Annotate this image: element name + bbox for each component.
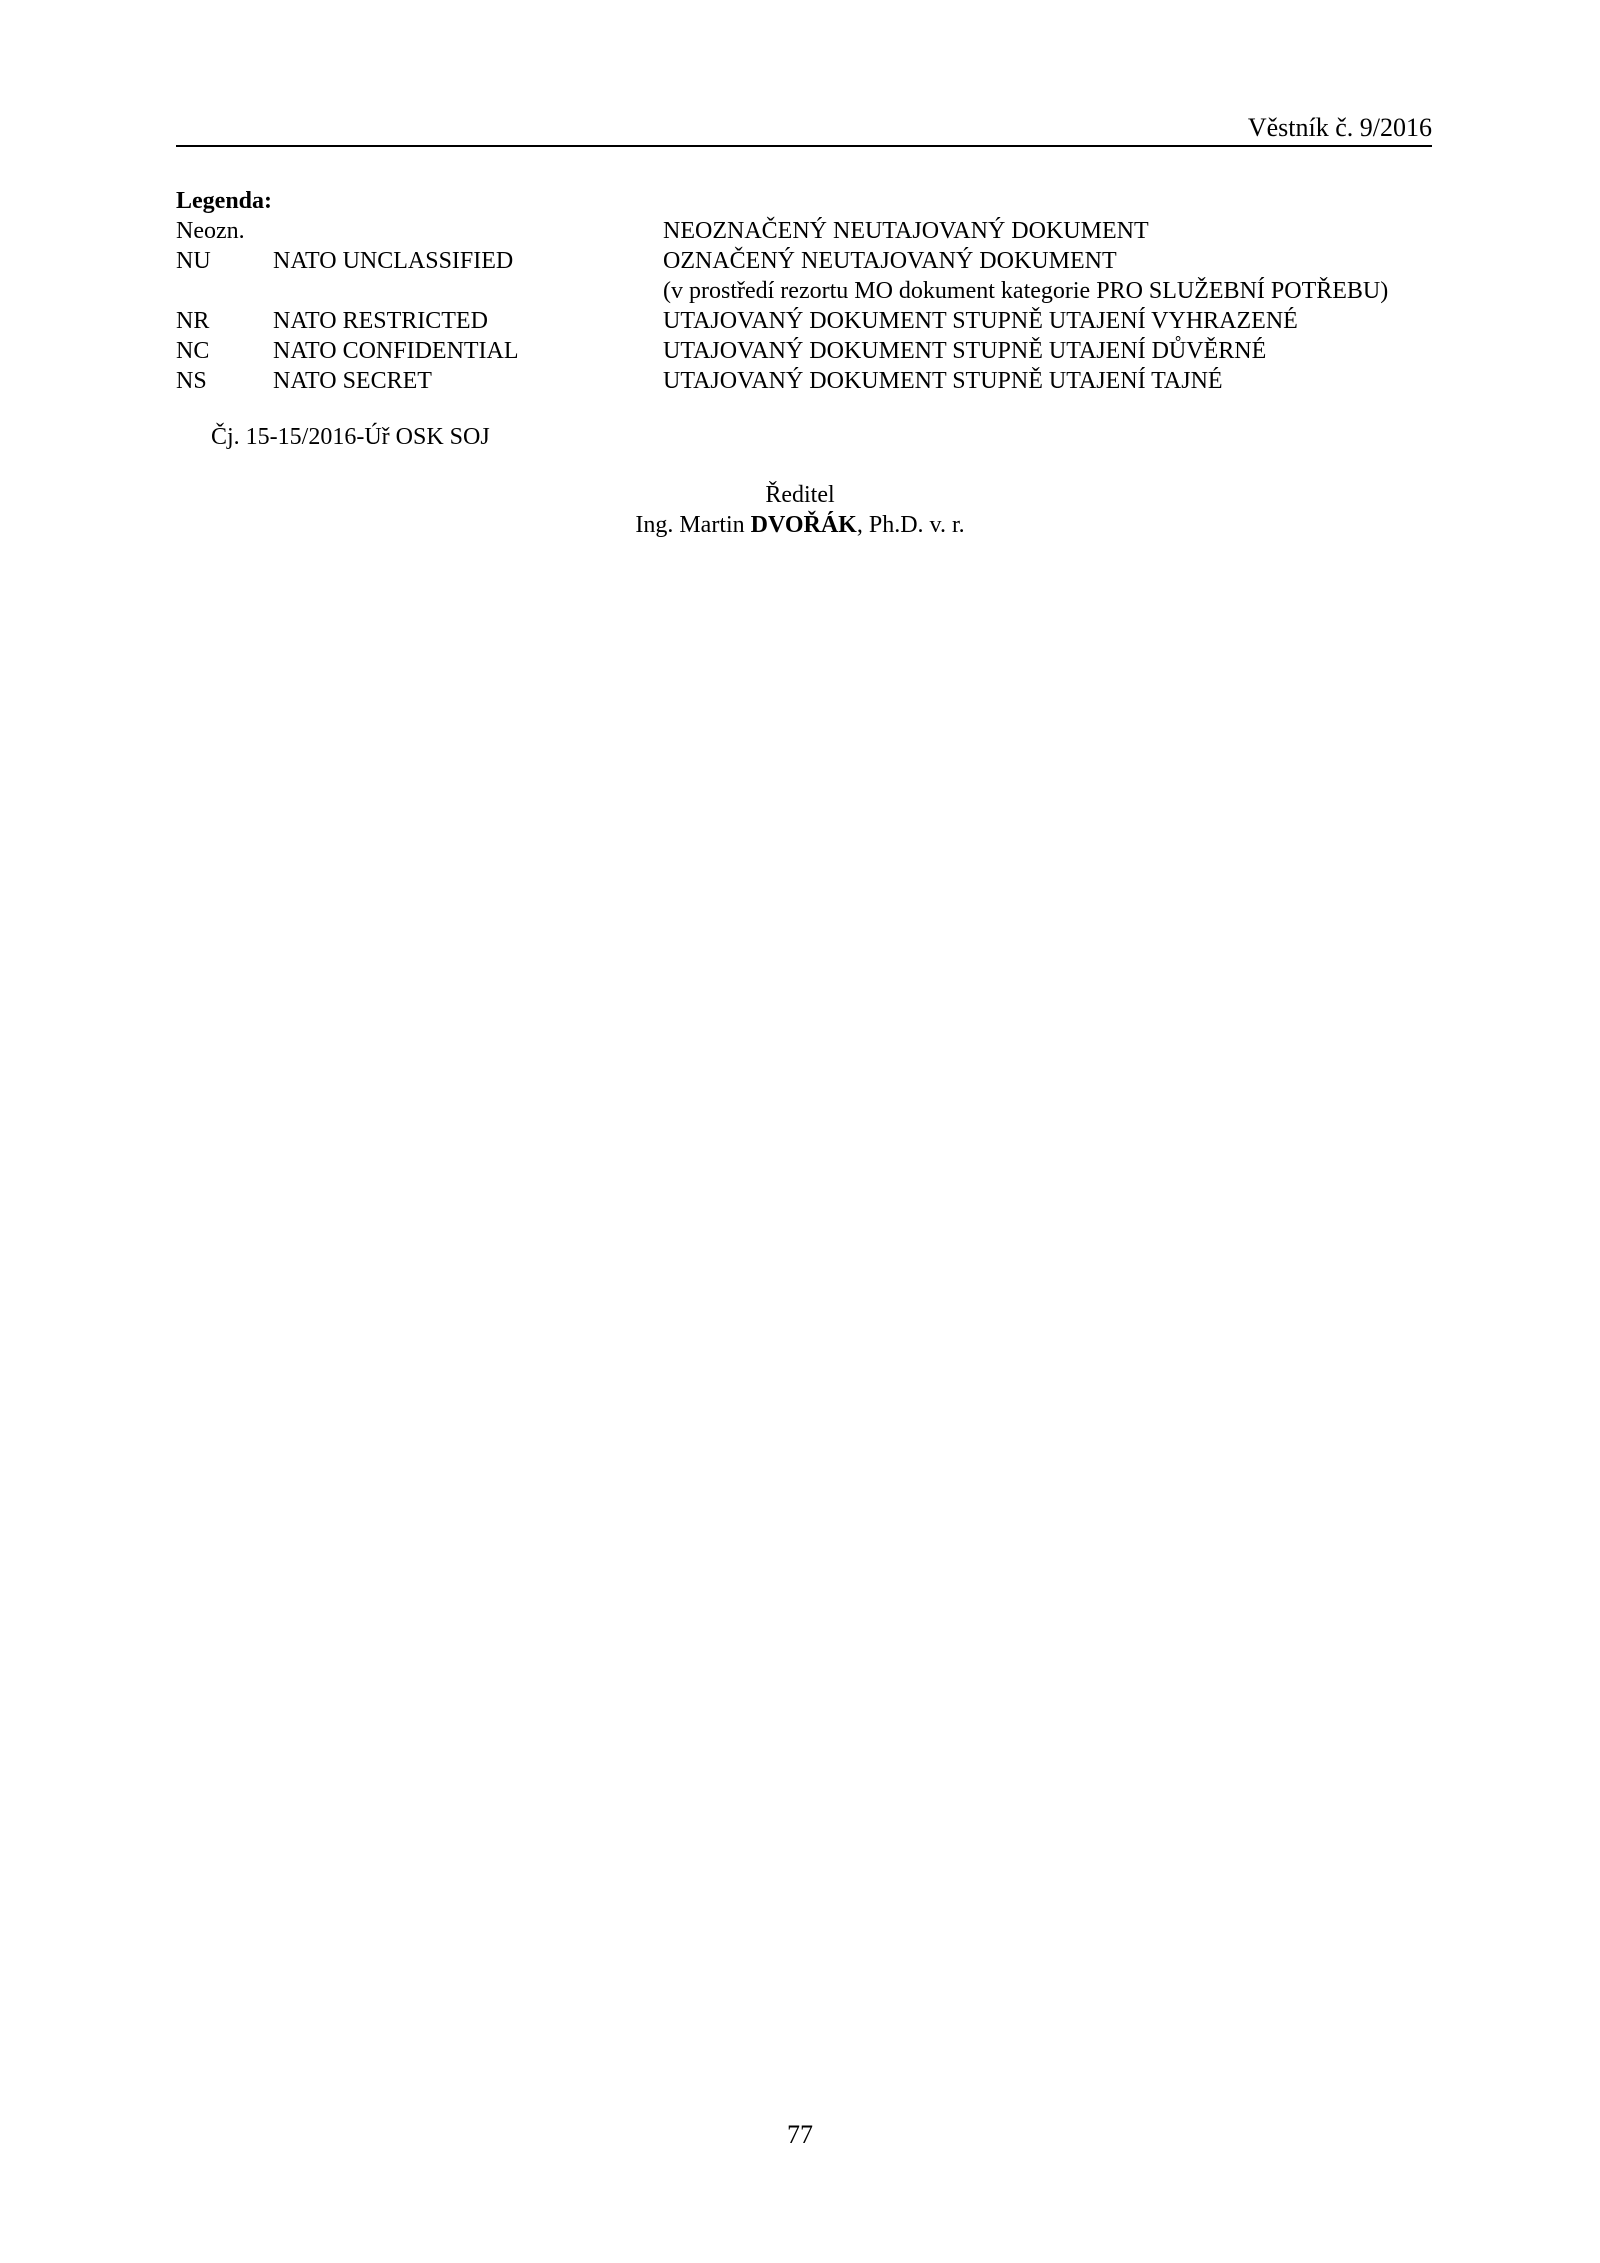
legend-desc: OZNAČENÝ NEUTAJOVANÝ DOKUMENT <box>663 248 1117 274</box>
legend-desc-note: (v prostředí rezortu MO dokument kategorie PRO SLUŽEBNÍ POTŘEBU) <box>663 278 1389 304</box>
legend-abbr: NU <box>176 248 211 274</box>
legend-abbr: NR <box>176 308 210 334</box>
legend-desc: UTAJOVANÝ DOKUMENT STUPNĚ UTAJENÍ TAJNÉ <box>663 368 1223 394</box>
reference-number: Čj. 15-15/2016-Úř OSK SOJ <box>211 424 490 450</box>
page-number: 77 <box>787 2120 813 2149</box>
legend-nato: NATO CONFIDENTIAL <box>273 338 519 364</box>
legend-row <box>176 216 1436 246</box>
signature-surname: DVOŘÁK <box>750 512 857 538</box>
signature-name <box>0 510 1600 540</box>
legend-nato: NATO UNCLASSIFIED <box>273 248 514 274</box>
legend-title: Legenda: <box>176 188 272 214</box>
signature-name-prefix: Ing. Martin <box>635 512 751 538</box>
legend-abbr: NS <box>176 368 207 394</box>
legend-desc: UTAJOVANÝ DOKUMENT STUPNĚ UTAJENÍ DŮVĚRNÉ <box>663 338 1267 364</box>
signature-position: Ředitel <box>765 482 835 508</box>
legend-abbr: Neozn. <box>176 218 245 244</box>
header-rule <box>176 145 1432 147</box>
signature-block <box>0 480 1600 540</box>
legend-row <box>176 306 1436 336</box>
legend-desc-block <box>663 246 1388 306</box>
legend-abbr: NC <box>176 338 210 364</box>
page-header-title: Věstník č. 9/2016 <box>1247 113 1432 142</box>
legend-row <box>176 246 1436 306</box>
legend-nato: NATO SECRET <box>273 368 432 394</box>
legend-nato: NATO RESTRICTED <box>273 308 488 334</box>
legend-desc: NEOZNAČENÝ NEUTAJOVANÝ DOKUMENT <box>663 218 1149 244</box>
legend-row <box>176 336 1436 366</box>
legend-row <box>176 366 1436 396</box>
legend <box>176 186 1436 396</box>
signature-name-suffix: , Ph.D. v. r. <box>856 512 965 538</box>
legend-desc: UTAJOVANÝ DOKUMENT STUPNĚ UTAJENÍ VYHRAZENÉ <box>663 308 1298 334</box>
